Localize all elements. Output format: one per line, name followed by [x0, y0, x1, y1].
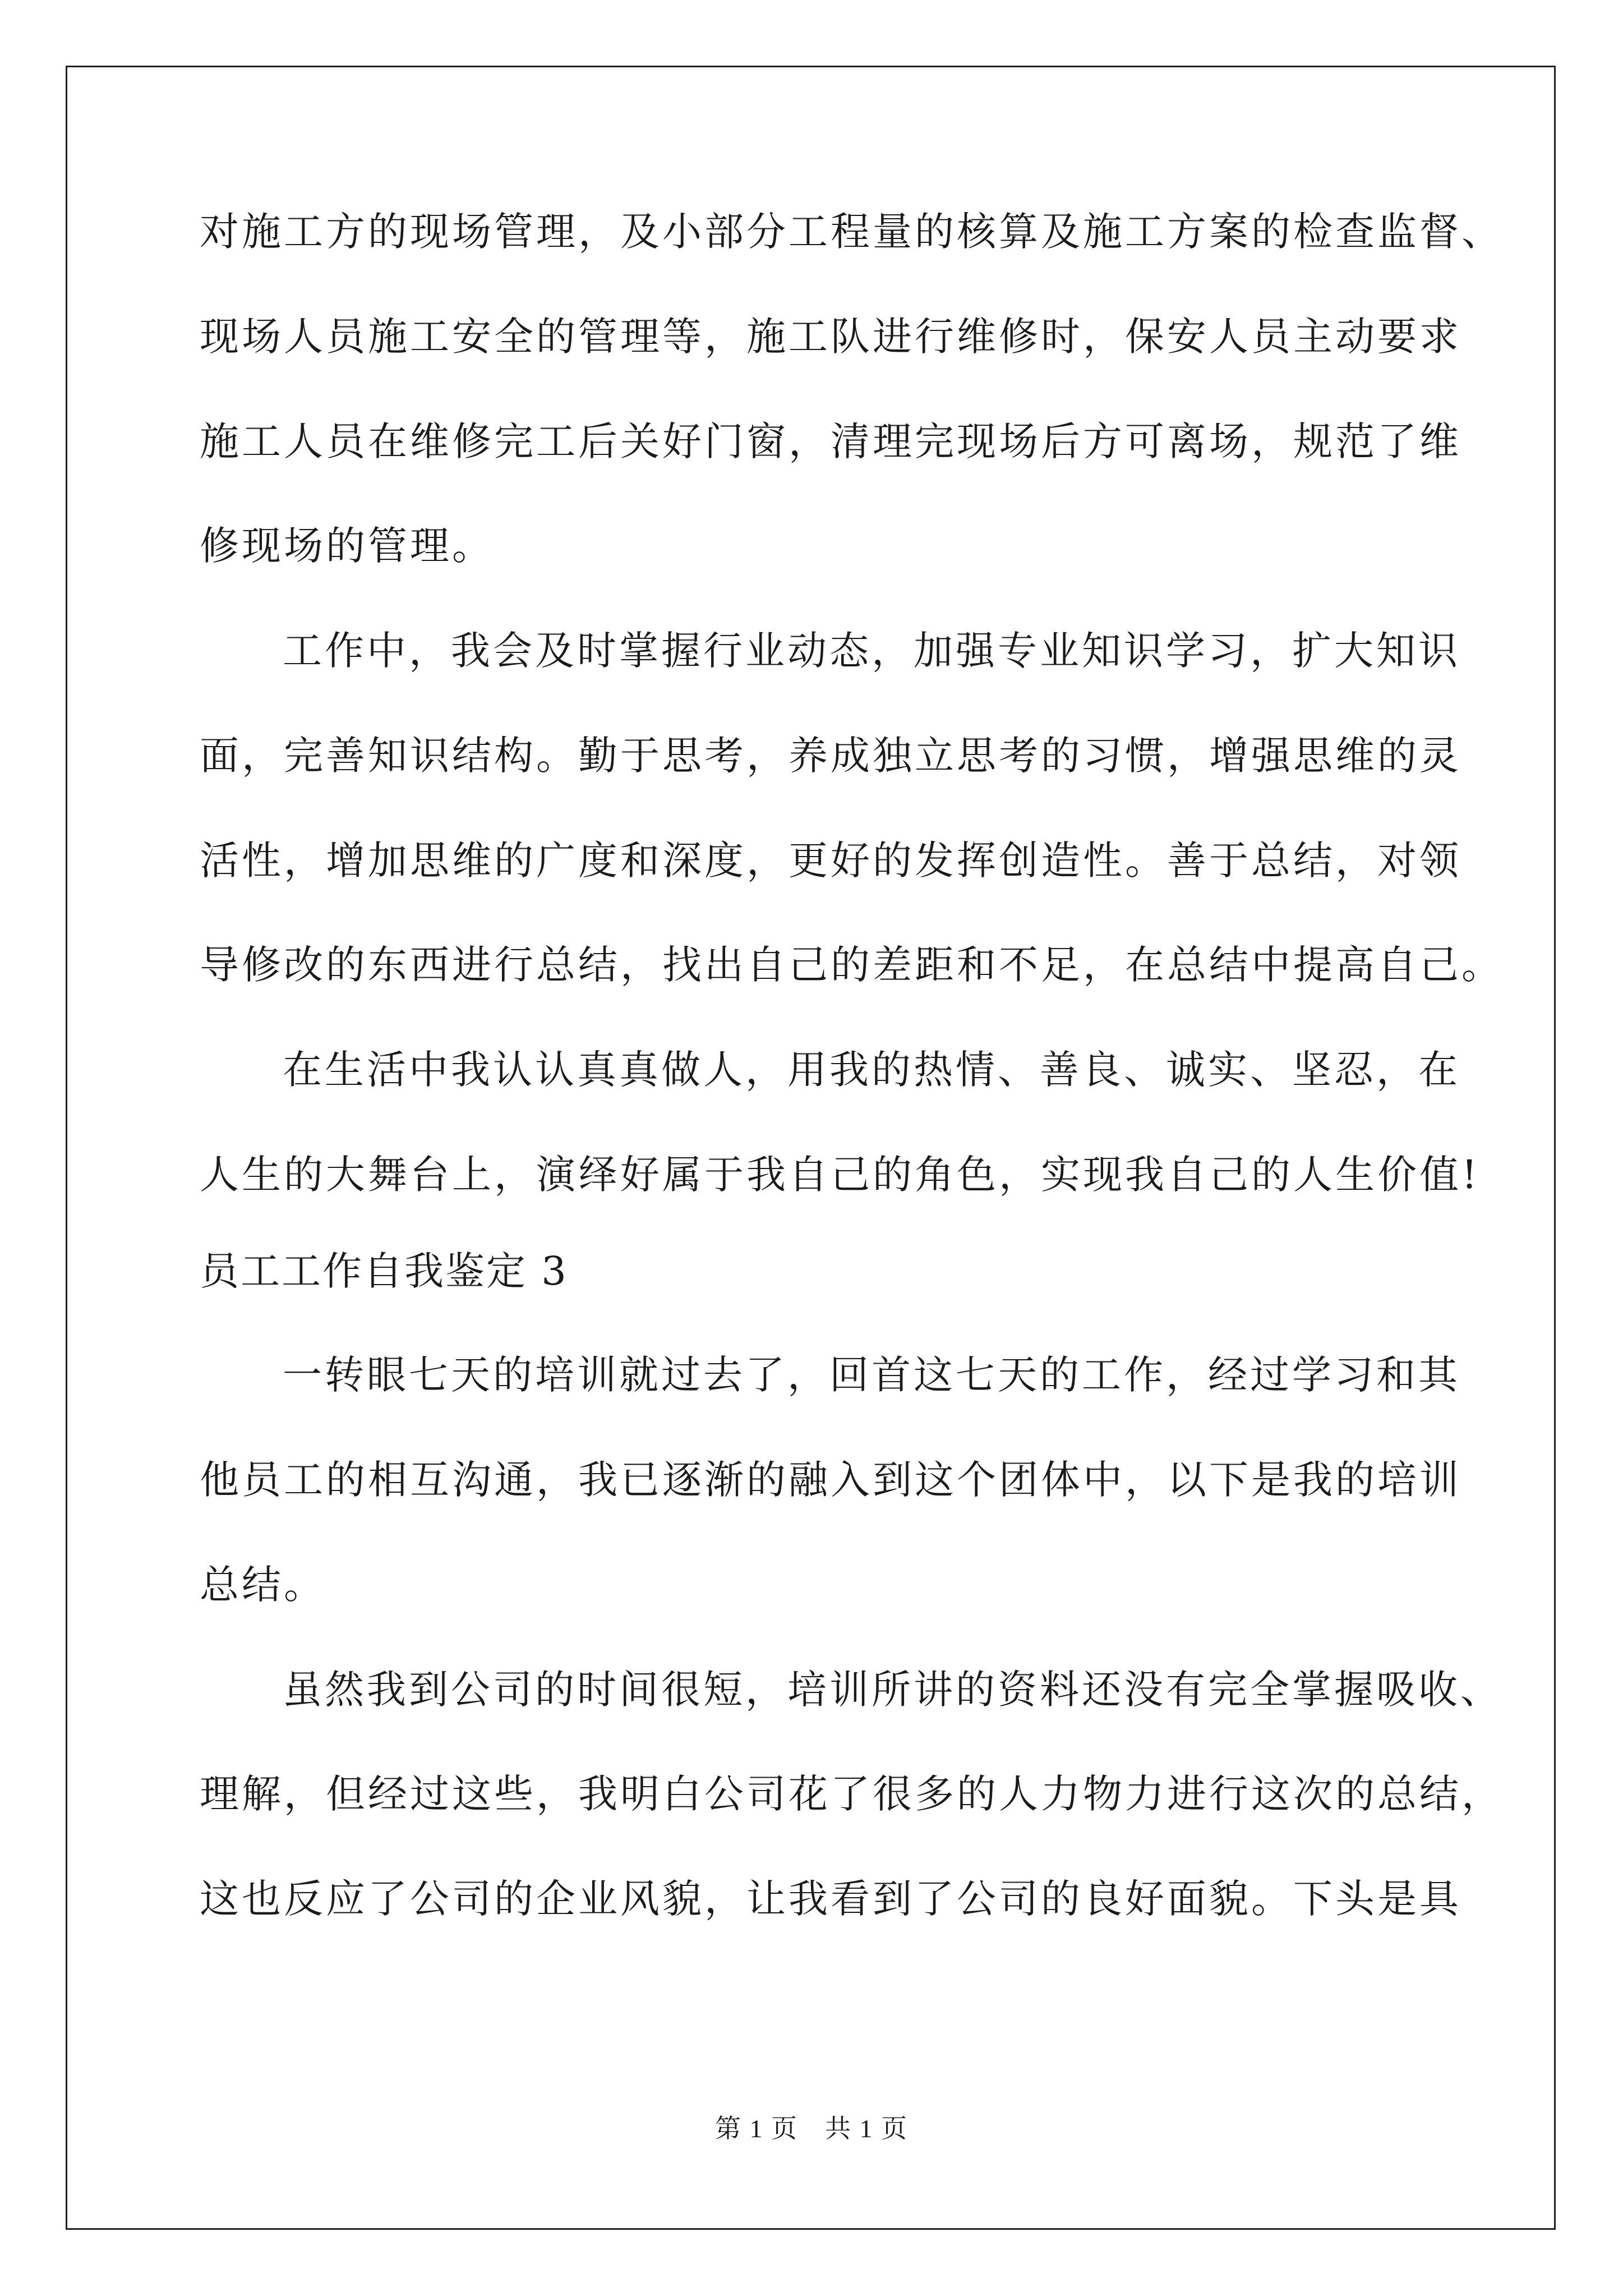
section-heading: 员工工作自我鉴定 3	[200, 1248, 568, 1294]
text-line: 现场人员施工安全的管理等，施工队进行维修时，保安人员主动要求	[200, 314, 1461, 360]
text-line: 导修改的东西进行总结，找出自己的差距和不足，在总结中提高自己。	[200, 942, 1504, 988]
text-line: 对施工方的现场管理，及小部分工程量的核算及施工方案的检查监督、	[200, 209, 1504, 255]
paragraph-start-line: 在生活中我认认真真做人，用我的热情、善良、诚实、坚忍，在	[283, 1047, 1460, 1093]
text-line: 施工人员在维修完工后关好门窗，清理完现场后方可离场，规范了维	[200, 418, 1461, 464]
text-line: 理解，但经过这些，我明白公司花了很多的人力物力进行这次的总结，	[200, 1771, 1504, 1817]
text-line: 总结。	[200, 1562, 326, 1608]
text-line: 他员工的相互沟通，我已逐渐的融入到这个团体中，以下是我的培训	[200, 1457, 1461, 1503]
paragraph-start-line: 虽然我到公司的时间很短，培训所讲的资料还没有完全掌握吸收、	[283, 1667, 1502, 1713]
paragraph-start-line: 工作中，我会及时掌握行业动态，加强专业知识学习，扩大知识	[283, 628, 1460, 674]
text-line: 人生的大舞台上，演绎好属于我自己的角色，实现我自己的人生价值!	[200, 1152, 1481, 1198]
page-footer: 第 1 页 共 1 页	[715, 2114, 908, 2143]
text-line: 活性，增加思维的广度和深度，更好的发挥创造性。善于总结，对领	[200, 838, 1461, 884]
paragraph-start-line: 一转眼七天的培训就过去了，回首这七天的工作，经过学习和其	[283, 1352, 1460, 1398]
text-line: 修现场的管理。	[200, 523, 494, 569]
text-line: 面，完善知识结构。勤于思考，养成独立思考的习惯，增强思维的灵	[200, 733, 1461, 779]
text-line: 这也反应了公司的企业风貌，让我看到了公司的良好面貌。下头是具	[200, 1876, 1461, 1922]
